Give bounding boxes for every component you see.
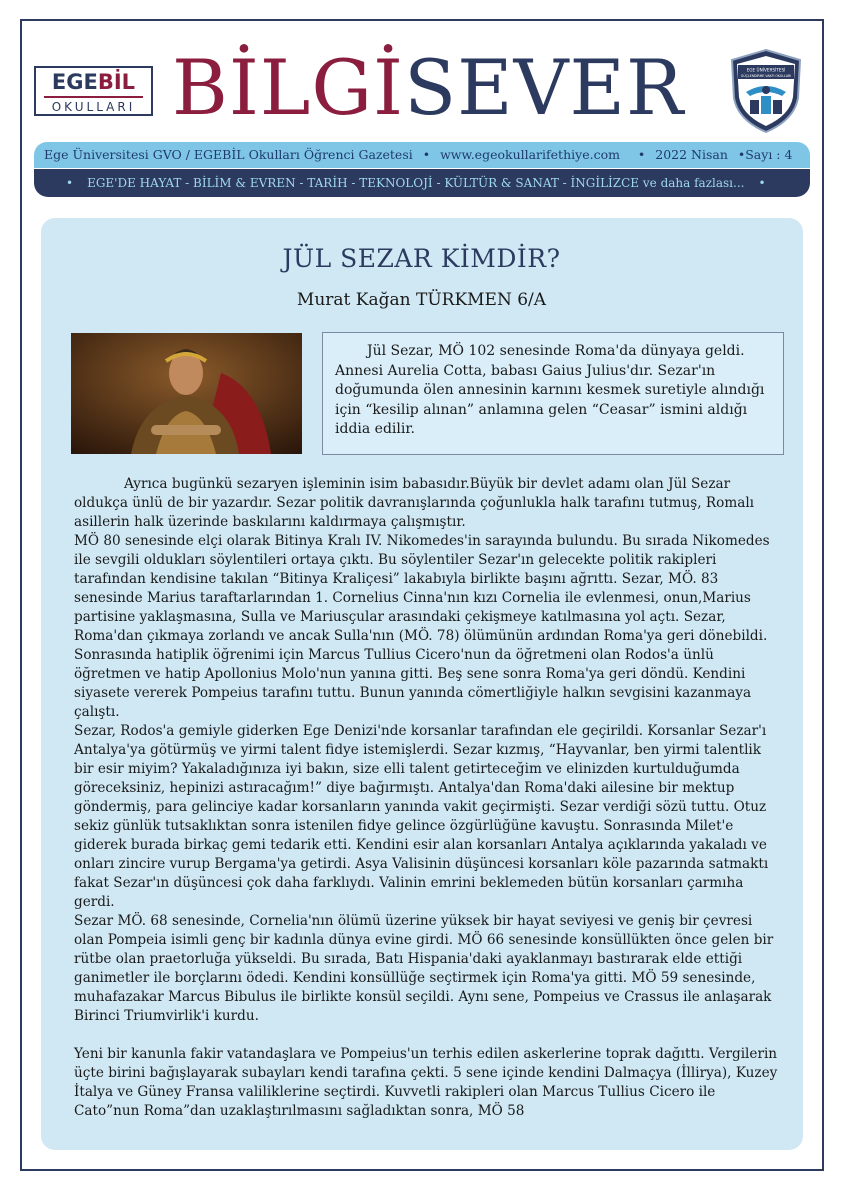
paragraph: Ayrıca bugünkü sezaryen işleminin isim babasıdır.Büyük bir devlet adamı olan Jül Sezar oldukça ünlü de bir yazardır. Sezar politik davranışlarında çoğunlukla halk tarafını tutmuş, Romalı asillerin halk üzerinde baskılarını kaldırmaya çalışmıştır. xyxy=(74,476,755,530)
logo-wordmark xyxy=(36,69,151,95)
article-author: Murat Kağan TÜRKMEN 6/A xyxy=(296,290,547,310)
separator-dot: • xyxy=(422,147,431,162)
intro-box xyxy=(322,332,784,455)
egebil-logo xyxy=(34,66,153,116)
article-title: JÜL SEZAR KİMDİR? xyxy=(282,244,561,273)
issue-number: •Sayı : 4 xyxy=(737,147,793,162)
info-bar xyxy=(34,142,810,168)
logo-part-ege: EGE xyxy=(51,70,98,94)
separator-dot: • xyxy=(758,176,766,190)
separator-dot: • xyxy=(66,176,74,190)
logo-subtitle: OKULLARI xyxy=(44,96,143,114)
category-bar xyxy=(34,169,810,197)
shield-line-1: EGE ÜNİVERSİTESİ xyxy=(746,67,786,73)
masthead xyxy=(172,40,692,136)
separator-dot: • xyxy=(629,147,646,162)
publisher-text: Ege Üniversitesi GVO / EGEBİL Okulları Öğrenci Gazetesi xyxy=(44,147,413,162)
issue-date: 2022 Nisan xyxy=(655,147,728,162)
masthead-part-b: SEVER xyxy=(404,43,685,132)
paragraph: MÖ 80 senesinde elçi olarak Bitinya Kralı IV. Nikomedes'in sarayında bulundu. Bu sırada Nikomedes ile sevgili oldukları söylentileri ortaya çıktı. Bu söylentiler Sezar'ın gelecekte politik rakipleri tarafından kendisine takılan “Bitinya Kraliçesi” lakabıyla birlikte başını ağrıttı. Sezar, MÖ. 83 senesinde Marius taraftarlarından 1. Cornelius Cinna'nın kızı Cornelia ile evlenmesi, onun,Marius partisine yaklaşmasına, Sulla ve Mariusçular arasındaki çekişmeye katılmasına yol açtı. Sezar, Roma'dan çıkmaya zorlandı ve ancak Sulla'nın (MÖ. 78) ölümünün ardından Roma'ya geri dönebildi. Sonrasında hatiplik öğrenimi için Marcus Tullius Cicero'nun da öğretmeni olan Rodos'a ünlü öğretmen ve hatip Apollonius Molo'nun yanına gitti. Beş sene sonra Roma'ya geri döndü. Kendini siyasete vererek Pompeius tarafını tuttu. Bunun yanında cömertliğiyle halkın sevgisini kazanmaya çalıştı. xyxy=(74,533,770,720)
shield-line-2: GÜÇLENDİRME VAKFI OKULLARI xyxy=(740,74,792,78)
julius-caesar-portrait xyxy=(71,333,302,454)
paragraph: Sezar MÖ. 68 senesinde, Cornelia'nın ölümü üzerine yüksek bir hayat seviyesi ve geniş bir çevresi olan Pompeia isimli genç bir kadınla dünya evine girdi. MÖ 66 senesinde konsüllükten önce gelen bir rütbe olan praetorluğa yükseldi. Bu sırada, Batı Hispania'daki ayaklanmayı bastırarak elde ettiği ganimetler ile borçlarını ödedi. Kendini konsüllüğe seçtirmek için Roma'ya gitti. MÖ 59 senesinde, muhafazakar Marcus Bibulus ile birlikte konsül seçildi. Aynı sene, Pompeius ve Crassus ile anlaşarak Birinci Triumvirlik'i kurdu. xyxy=(74,913,774,1024)
paragraph: Yeni bir kanunla fakir vatandaşlara ve Pompeius'un terhis edilen askerlerine toprak dağıttı. Vergilerin üçte birini bağışlayarak subayları kendi tarafına çekti. 5 sene içinde kendini Dalmaçya (İllirya), Kuzey İtalya ve Güney Fransa valiliklerine seçtirdi. Kuvvetli rakipleri olan Marcus Tullius Cicero ile Cato”nun Roma”dan uzaklaştırılmasını sağladıktan sonra, MÖ 58 xyxy=(74,1046,778,1119)
school-shield-logo xyxy=(728,48,804,134)
website-link[interactable]: www.egeokullarifethiye.com xyxy=(440,147,620,162)
logo-part-bil: BİL xyxy=(97,70,136,94)
paragraph: Sezar, Rodos'a gemiyle giderken Ege Denizi'nde korsanlar tarafından ele geçirildi. Korsanlar Sezar'ı Antalya'ya götürmüş ve yirmi talent fidye istemişlerdi. Sezar kızmış, “Hayvanlar, ben yirmi talentlik bir esir miyim? Yakaladığınıza iyi bakın, size elli talent getirteceğim ve elinizden kurtulduğumda göreceksiniz, hepinizi astıracağım!” diye bağırmıştı. Antalya'dan Roma'daki ailesine bir mektup göndermiş, para gelinciye kadar korsanların yanında vakit geçirmişti. Sezar verdiği sözü tuttu. Otuz sekiz günlük tutsaklıktan sonra istenilen fidye gelince özgürlüğüne kavuştu. Sonrasında Milet'e giderek burada birkaç gemi tedarik etti. Kendini esir alan korsanları Antalya açıklarında yakaladı ve onları zincire vurup Bergama'ya getirdi. Asya Valisinin düşüncesi korsanları köle pazarında satmaktı fakat Sezar'ın düşüncesi çok daha farklıydı. Valinin emrini beklemeden bütün korsanları çarmıha gerdi. xyxy=(74,723,769,910)
masthead-part-a: BİLGİ xyxy=(172,43,405,132)
article-body xyxy=(74,475,778,1121)
category-list: EGE'DE HAYAT - BİLİM & EVREN - TARİH - TEKNOLOJİ - KÜLTÜR & SANAT - İNGİLİZCE ve daha fazlası... xyxy=(87,176,745,190)
intro-text: Jül Sezar, MÖ 102 senesinde Roma'da dünyaya geldi. Annesi Aurelia Cotta, babası Gaius Julius'dır. Sezar'ın doğumunda ölen annesinin karnını kesmek suretiyle alındığı için “kesilip alınan” anlamına gelen “Ceasar” ismini aldığı iddia edilir. xyxy=(335,343,765,437)
